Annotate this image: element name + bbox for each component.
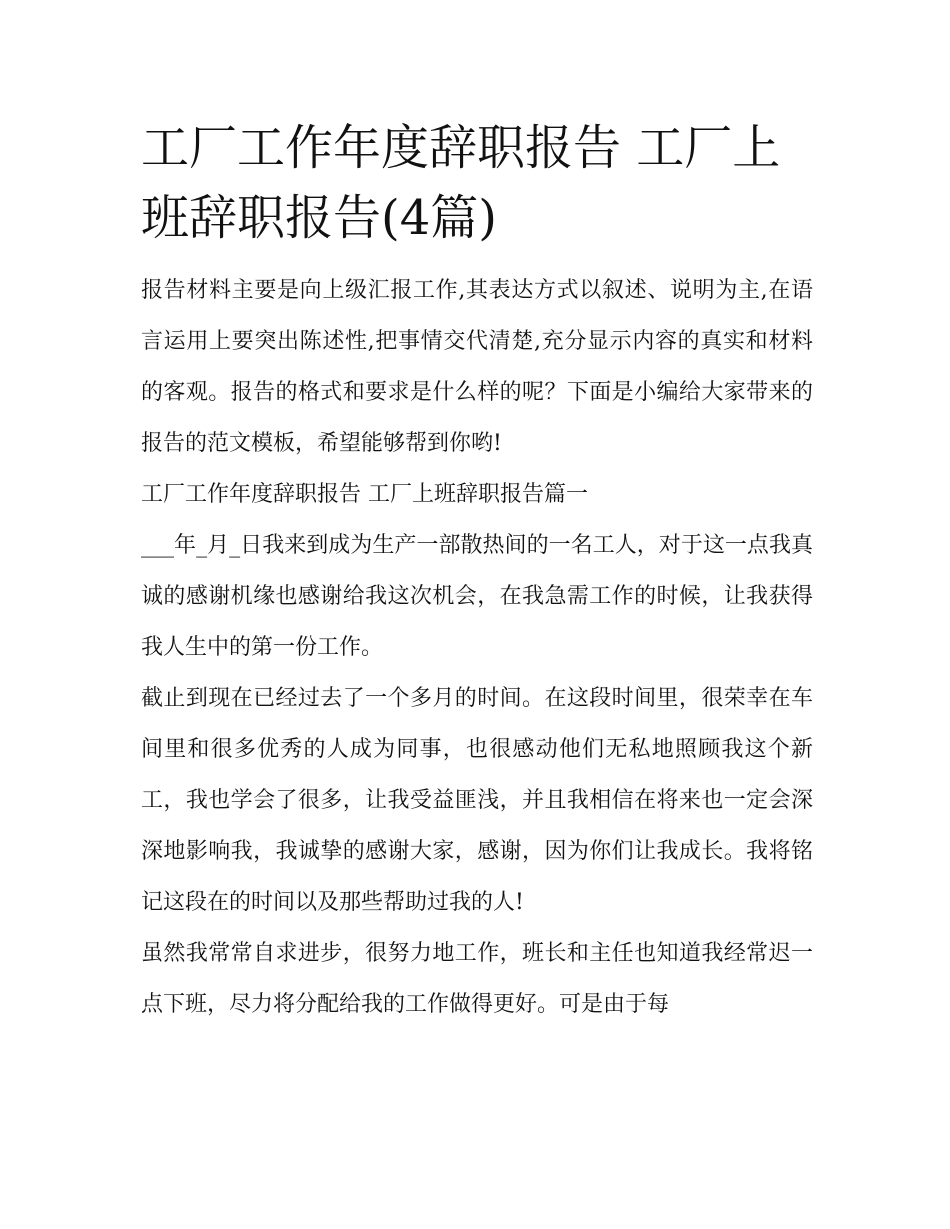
body-paragraph: 虽然我常常自求进步，很努力地工作，班长和主任也知道我经常迟一点下班，尽力将分配给我的工作做得更好。可是由于每 — [141, 941, 813, 1017]
document-body — [141, 113, 813, 1030]
section-heading: 工厂工作年度辞职报告 工厂上班辞职报告篇一 — [141, 482, 588, 507]
document-title: 工厂工作年度辞职报告 工厂上班辞职报告(4篇) — [141, 120, 781, 246]
body-paragraph: 截止到现在已经过去了一个多月的时间。在这段时间里，很荣幸在车间里和很多优秀的人成为同事，也很感动他们无私地照顾我这个新工，我也学会了很多，让我受益匪浅，并且我相信在将来也一定会深深地影响我，我诚挚的感谢大家，感谢，因为你们让我成长。我将铭记这段在的时间以及那些帮助过我的人! — [141, 686, 813, 915]
intro-paragraph: 报告材料主要是向上级汇报工作,其表达方式以叙述、说明为主,在语言运用上要突出陈述性,把事情交代清楚,充分显示内容的真实和材料的客观。报告的格式和要求是什么样的呢？下面是小编给大家带来的报告的范文模板，希望能够帮到你哟! — [141, 278, 813, 456]
body-paragraph: ___年_月_日我来到成为生产一部散热间的一名工人，对于这一点我真诚的感谢机缘也感谢给我这次机会，在我急需工作的时候，让我获得我人生中的第一份工作。 — [141, 533, 813, 660]
